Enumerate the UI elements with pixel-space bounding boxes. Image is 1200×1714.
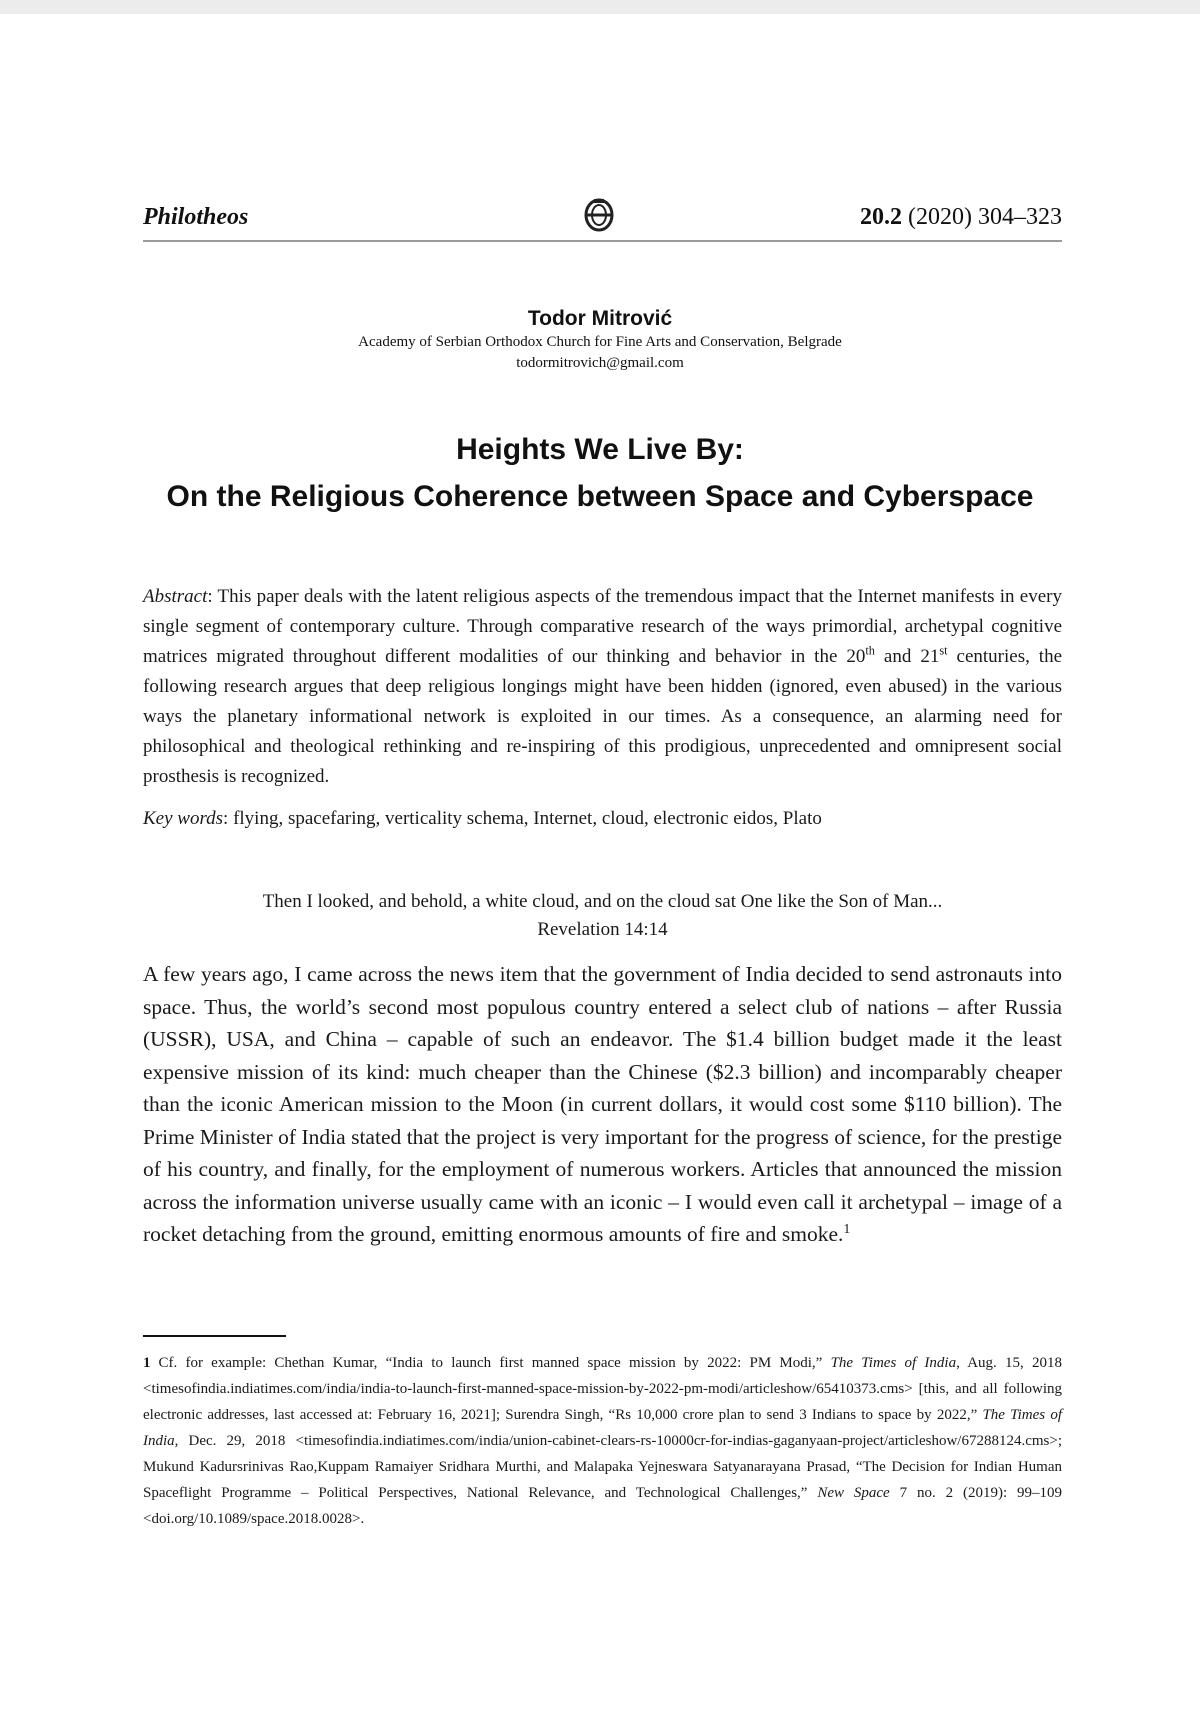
title-line-1: Heights We Live By: bbox=[456, 433, 744, 466]
abstract-sup-th: th bbox=[865, 643, 875, 658]
keywords bbox=[143, 804, 1062, 834]
footnote-text-2: , Aug. 15, 2018 <timesofindia.indiatimes.com/india/india-to-launch-first-manned-space-mission-by-2022-pm-modi/articleshow/65410373.cms> [this, and all following electronic addresses, last accessed at: February 16, 2021]; Surendra Singh, “Rs 10,000 crore plan to send 3 Indians to space by 2022,” bbox=[143, 1355, 1062, 1423]
epigraph-quote: Then I looked, and behold, a white cloud, and on the cloud sat One like the Son of Man... bbox=[262, 891, 943, 912]
running-header bbox=[143, 184, 1062, 242]
abstract-text-c: centuries, the following research argues that deep religious longings might have been hidden (ignored, even abused) in the various ways the planetary informational network is exploited in our times. As a consequence, an alarming need for philosophical and theological rethinking and re-inspiring of this prodigious, unprecedented and omnipresent social prosthesis is recognized. bbox=[143, 646, 1063, 787]
footnote bbox=[143, 1350, 1062, 1532]
epigraph bbox=[143, 888, 1062, 944]
footnote-text-1: Cf. for example: Chethan Kumar, “India to launch first manned space mission by 2022: PM Modi,” bbox=[158, 1355, 831, 1371]
abstract-label: Abstract bbox=[143, 586, 208, 607]
author-name: Todor Mitrović bbox=[527, 307, 673, 330]
author-email: todormitrovich@gmail.com bbox=[516, 355, 684, 371]
issue-years-pages: (2020) 304–323 bbox=[902, 204, 1062, 230]
abstract-sup-st: st bbox=[939, 643, 948, 658]
footnote-italic-3: New Space bbox=[817, 1485, 890, 1501]
title-line-2: On the Religious Coherence between Space and Cyberspace bbox=[166, 480, 1034, 513]
abstract-text-a: : This paper deals with the latent religious aspects of the tremendous impact that the Internet manifests in every single segment of contemporary culture. Through comparative research of the ways primordial, archetypal cognitive matrices migrated throughout different modalities of our thinking and behavior in the 20 bbox=[143, 586, 1062, 667]
body-paragraph bbox=[143, 958, 1062, 1251]
footnote-reference[interactable]: 1 bbox=[843, 1221, 851, 1237]
keywords-label: Key words bbox=[143, 808, 224, 829]
footnote-text-3: , Dec. 29, 2018 <timesofindia.indiatimes.com/india/union-cabinet-clears-rs-10000cr-for-indias-gaganyaan-project/articleshow/67288124.cms>; Mukund Kadursrinivas Rao,Kuppam Ramaiyer Sridhara Murthi, and Malapaka Yejneswara Satyanarayana Prasad, “The Decision for Indian Human Spaceflight Programme – Political Perspectives, National Relevance, and Technological Challenges,” bbox=[143, 1433, 1062, 1501]
journal-name: Philotheos bbox=[143, 204, 249, 230]
footnote-text-4: 7 no. 2 (2019): 99–109 <doi.org/10.1089/space.2018.0028>. bbox=[143, 1485, 1062, 1527]
abstract-text-b: and 21 bbox=[874, 646, 940, 667]
theta-emblem-icon bbox=[582, 198, 616, 232]
footnote-rule bbox=[143, 1335, 286, 1337]
body-text: A few years ago, I came across the news item that the government of India decided to send astronauts into space. Thus, the world’s second most populous country entered a select club of nations – after Russia (USSR), USA, and China – capable of such an endeavor. The $1.4 billion budget made it the least expensive mission of its kind: much cheaper than the Chinese ($2.3 billion) and incomparably cheaper than the iconic American mission to the Moon (in current dollars, it would cost some $110 billion). The Prime Minister of India stated that the project is very important for the progress of science, for the prestige of his country, and finally, for the employment of numerous workers. Articles that announced the mission across the information universe usually came with an iconic – I would even call it archetypal – image of a rocket detaching from the ground, emitting enormous amounts of fire and smoke. bbox=[143, 962, 1062, 1246]
document-page bbox=[0, 14, 1200, 1714]
author-block bbox=[0, 306, 1200, 374]
issue-volume: 20.2 bbox=[860, 204, 903, 230]
footnote-italic-1: The Times of India bbox=[830, 1355, 957, 1371]
footnote-italic-2: The Times of India bbox=[143, 1407, 1062, 1449]
paper-title bbox=[0, 426, 1200, 520]
epigraph-source: Revelation 14:14 bbox=[537, 919, 668, 940]
issue-info bbox=[860, 204, 1062, 231]
footnote-number: 1 bbox=[143, 1355, 151, 1371]
keywords-text: : flying, spacefaring, verticality schema, Internet, cloud, electronic eidos, Plato bbox=[223, 808, 822, 829]
abstract bbox=[143, 582, 1062, 792]
author-affiliation: Academy of Serbian Orthodox Church for Fine Arts and Conservation, Belgrade bbox=[358, 334, 842, 350]
